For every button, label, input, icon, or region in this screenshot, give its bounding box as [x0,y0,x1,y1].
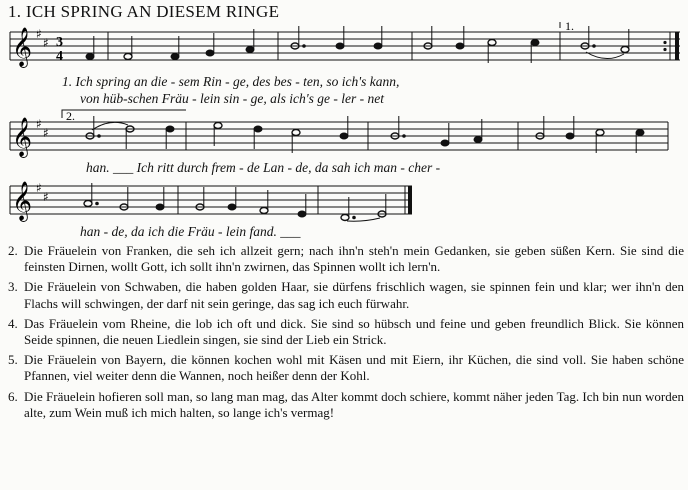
ending-1-label: 1. [565,22,574,33]
treble-clef-icon: 𝄞 [12,27,33,67]
staff-system-1 [0,22,688,72]
verse-number: 4. [8,315,18,331]
time-sig-top: 3 [56,35,63,50]
notes-system-3 [84,183,386,221]
lyric-s1-l1: 1. Ich spring an die - sem Rin - ge, des bes - ten, so ich's kann, [62,74,400,89]
verse-text: Die Fräuelein von Bayern, die können kochen wohl mit Käsen und mit Eiern, ihr Küchen, die sind voll. Sie haben schöne Pfannen, viel weiter denn die Wannen, noch heißer denn der Kohl. [24,352,684,384]
treble-clef-icon: 𝄞 [12,117,33,157]
verse-text: Die Fräuelein von Franken, die seh ich allzeit gern; nach ihn'n steh'n mein Gedanken, sie geben süßen Kern. Sie sind die feinsten Dirnen, wollt Gott, ich sollt ihn'n zwirnen, das Spinnen wollt ich lern'n. [24,243,684,275]
time-sig-bottom: 4 [56,49,63,64]
verse-item [8,389,684,421]
svg-text:♯: ♯ [43,190,49,204]
verse-text: Die Fräuelein von Schwaben, die haben golden Haar, sie dürfens frischlich wagen, sie spinnen fein und klar; wer ihn'n den Flachs will schwingen, der darf nit sein geringe, das sag ich euch fürwahr. [24,279,684,311]
song-title: 1. ICH SPRING AN DIESEM RINGE [8,2,280,21]
svg-text:♯: ♯ [43,126,49,140]
lyric-s3-l1: han - de, da ich die Fräu - lein fand. ___ [80,224,301,239]
lyric-s2-l1: han. ___ Ich ritt durch frem - de Lan - de, da sah ich man - cher - [86,160,441,175]
treble-clef-icon: 𝄞 [12,181,33,221]
verse-item [8,316,684,348]
svg-text:♯: ♯ [36,181,42,195]
verse-number: 3. [8,279,18,295]
svg-text:♯: ♯ [36,117,42,131]
svg-text:♯: ♯ [43,36,49,50]
verses-list [8,243,684,425]
staff-system-3 [0,172,688,222]
ending-2-label: 2. [66,109,75,123]
verse-item [8,352,684,384]
verse-number: 2. [8,243,18,258]
ending-bracket-1 [560,22,655,28]
key-signature: ♯ [36,27,42,41]
verse-text: Die Fräuelein hofieren soll man, so lang man mag, das Alter kommt doch schiere, kommt näher jeden Tag. Ich bin nun worden alte, zum Wein muß ich mich halten, so lange ich's vermag! [24,388,684,420]
verse-number: 6. [8,388,18,404]
staff-system-2 [0,108,688,158]
lyric-s1-l2: von hüb-schen Fräu - lein sin - ge, als ich's ge - ler - net [80,91,384,106]
verse-number: 5. [8,352,18,368]
ending-bracket-2 [62,110,186,118]
verse-item [8,279,684,311]
verse-text: Das Fräuelein vom Rheine, die lob ich oft und dick. Sie sind so hübsch und feine und geben freundlich Blick. Sie können Seide spinnen, die neuen Liedlein singen, sie sind der Lieb ein Strick. [24,315,684,348]
verse-item [8,243,684,275]
